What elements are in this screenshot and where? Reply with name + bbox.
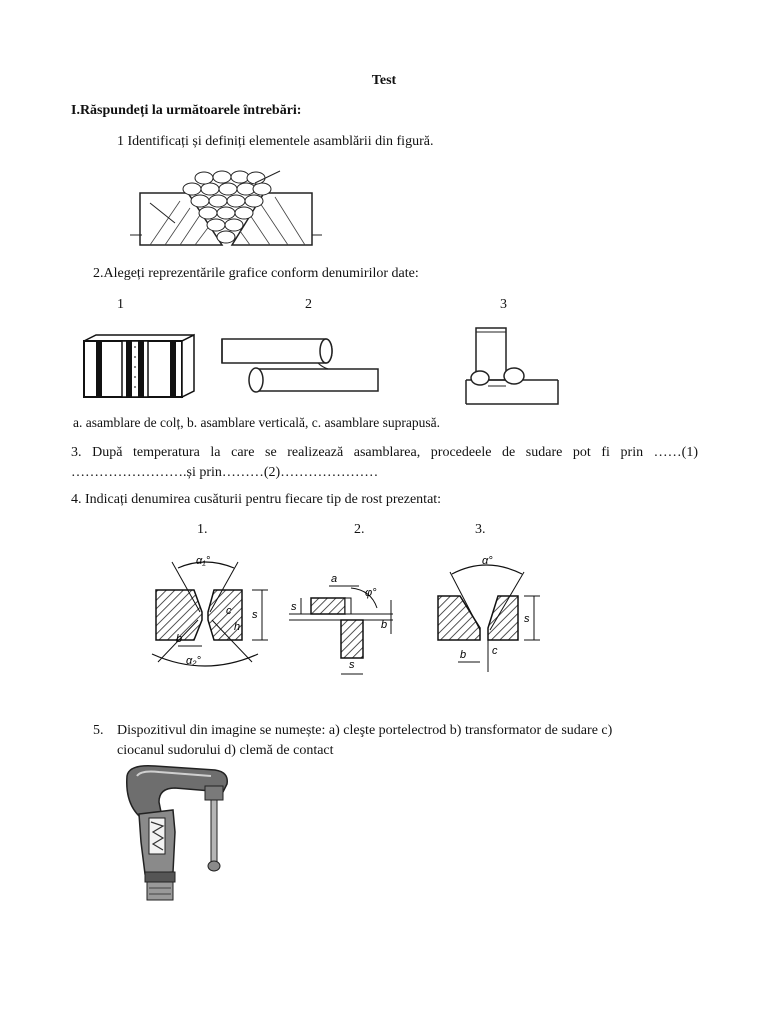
q2-figure-number-1: 1 <box>117 297 124 312</box>
question-5-line-1: Dispozitivul din imagine se numește: a) cleşte portelectrod b) transformator de sudare c) <box>117 723 613 738</box>
question-1-text: 1 Identificați și definiți elementele asamblării din figură. <box>117 134 434 149</box>
q2-answer-options: a. asamblare de colț, b. asamblare verticală, c. asamblare suprapusă. <box>73 415 440 430</box>
section-heading: I.Răspundeți la următoarele întrebări: <box>71 103 302 118</box>
q4-f1-alpha1-label: α₁° <box>196 555 211 567</box>
question-5-text <box>93 721 698 761</box>
q4-t-joint-groove-figure <box>285 572 409 680</box>
question-3-text: 3. După temperatura la care se realizează asamblarea, procedeele de sudare pot fi prin ……(1) …………………….și prin………(2)………………… <box>71 445 698 480</box>
q4-f2-a-label: a <box>331 573 338 585</box>
q4-figure-number-3: 3. <box>475 522 486 537</box>
q4-f2-s-bottom-label: s <box>349 659 355 671</box>
q2-figure-number-2: 2 <box>305 297 312 312</box>
q4-f1-b-label: b <box>176 633 183 645</box>
q4-figure-number-1: 1. <box>197 522 208 537</box>
q4-f1-s-label: s <box>252 609 258 621</box>
q4-f3-s-label: s <box>524 613 530 625</box>
q2-figure-number-3: 3 <box>500 297 507 312</box>
q1-weld-joint-figure <box>130 153 322 255</box>
q5-electrode-holder-image <box>115 762 237 906</box>
q2-butt-joint-figure <box>82 333 198 399</box>
q2-lap-joint-figure <box>218 333 380 395</box>
q4-figure-number-2: 2. <box>354 522 365 537</box>
question-5-line-2: ciocanul sudorului d) clemă de contact <box>117 743 334 758</box>
page-title: Test <box>371 73 397 88</box>
q4-f1-h-label: h <box>234 621 241 633</box>
q4-f3-c-label: c <box>492 645 498 657</box>
q4-f2-s-side-label: s <box>291 601 297 613</box>
question-4-text: 4. Indicați denumirea cusăturii pentru fiecare tip de rost prezentat: <box>71 492 442 507</box>
question-5-number: 5. <box>93 723 104 738</box>
question-2-text: 2.Alegeți reprezentările grafice conform denumirilor date: <box>93 266 419 281</box>
q4-f2-phi-label: φ° <box>365 587 377 599</box>
q4-f1-c-label: c <box>226 605 232 617</box>
q4-f1-alpha2-label: α₂° <box>186 655 201 667</box>
q4-single-v-groove-figure <box>428 550 552 680</box>
q4-f3-b-label: b <box>460 649 467 661</box>
q4-f3-alpha-label: α° <box>482 555 493 567</box>
q2-t-joint-figure <box>462 326 562 408</box>
q4-f2-b-label: b <box>381 619 388 631</box>
q4-double-v-groove-figure <box>138 550 274 680</box>
